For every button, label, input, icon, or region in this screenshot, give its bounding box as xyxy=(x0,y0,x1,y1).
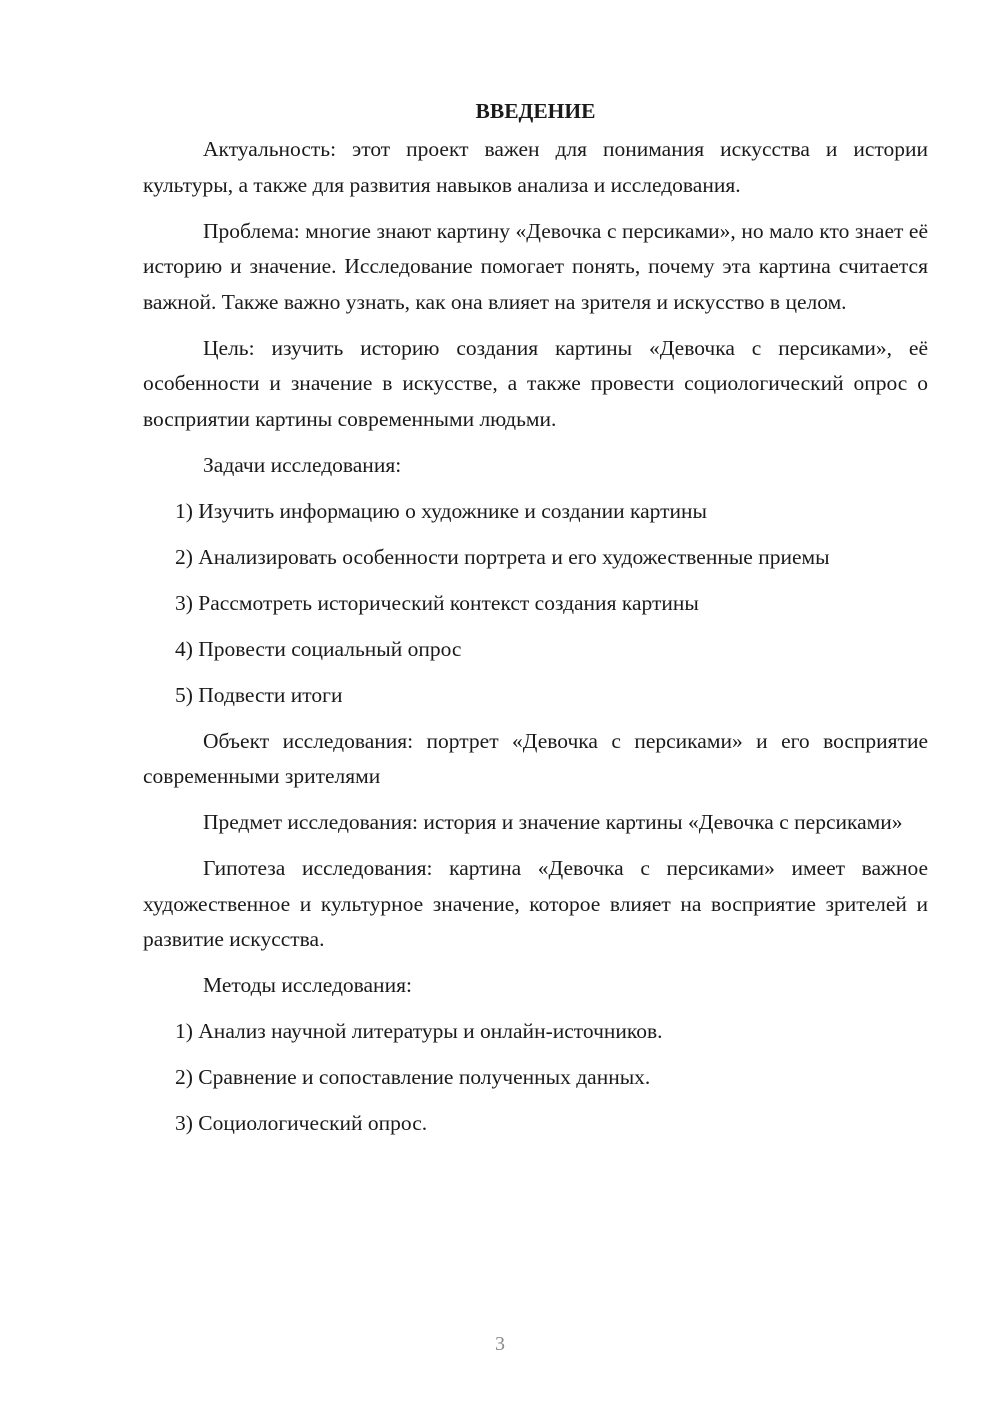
goal-paragraph: Цель: изучить историю создания картины «Девочка с персиками», её особенности и значение в искусстве, а также провести социологический опрос о восприятии картины современными людьми. xyxy=(143,335,928,431)
task-item: 4) Провести социальный опрос xyxy=(175,636,462,661)
object-paragraph: Объект исследования: портрет «Девочка с персиками» и его восприятие современными зрителями xyxy=(143,728,928,788)
method-item: 2) Сравнение и сопоставление полученных данных. xyxy=(175,1065,651,1089)
task-item: 5) Подвести итоги xyxy=(175,682,343,707)
task-item: 1) Изучить информацию о художнике и создании картины xyxy=(175,498,707,523)
page-number: 3 xyxy=(495,1333,505,1355)
page-content xyxy=(143,96,928,1152)
task-item: 3) Рассмотреть исторический контекст создания картины xyxy=(175,590,699,615)
method-item: 3) Социологический опрос. xyxy=(175,1111,428,1135)
subject-paragraph: Предмет исследования: история и значение картины «Девочка с персиками» xyxy=(203,810,903,834)
hypothesis-paragraph: Гипотеза исследования: картина «Девочка с персиками» имеет важное художественное и культурное значение, которое влияет на восприятие зрителей и развитие искусства. xyxy=(143,856,928,951)
relevance-paragraph: Актуальность: этот проект важен для понимания искусства и истории культуры, а также для развития навыков анализа и исследования. xyxy=(143,137,928,197)
tasks-title: Задачи исследования: xyxy=(203,452,402,477)
method-item: 1) Анализ научной литературы и онлайн-источников. xyxy=(175,1019,663,1043)
task-item: 2) Анализировать особенности портрета и его художественные приемы xyxy=(175,544,830,569)
problem-paragraph: Проблема: многие знают картину «Девочка с персиками», но мало кто знает её историю и значение. Исследование помогает понять, почему эта картина считается важной. Также важно узнать, как она влияет на зрителя и искусство в целом. xyxy=(143,218,928,314)
methods-title: Методы исследования: xyxy=(203,973,412,997)
section-heading: ВВЕДЕНИЕ xyxy=(475,99,596,123)
